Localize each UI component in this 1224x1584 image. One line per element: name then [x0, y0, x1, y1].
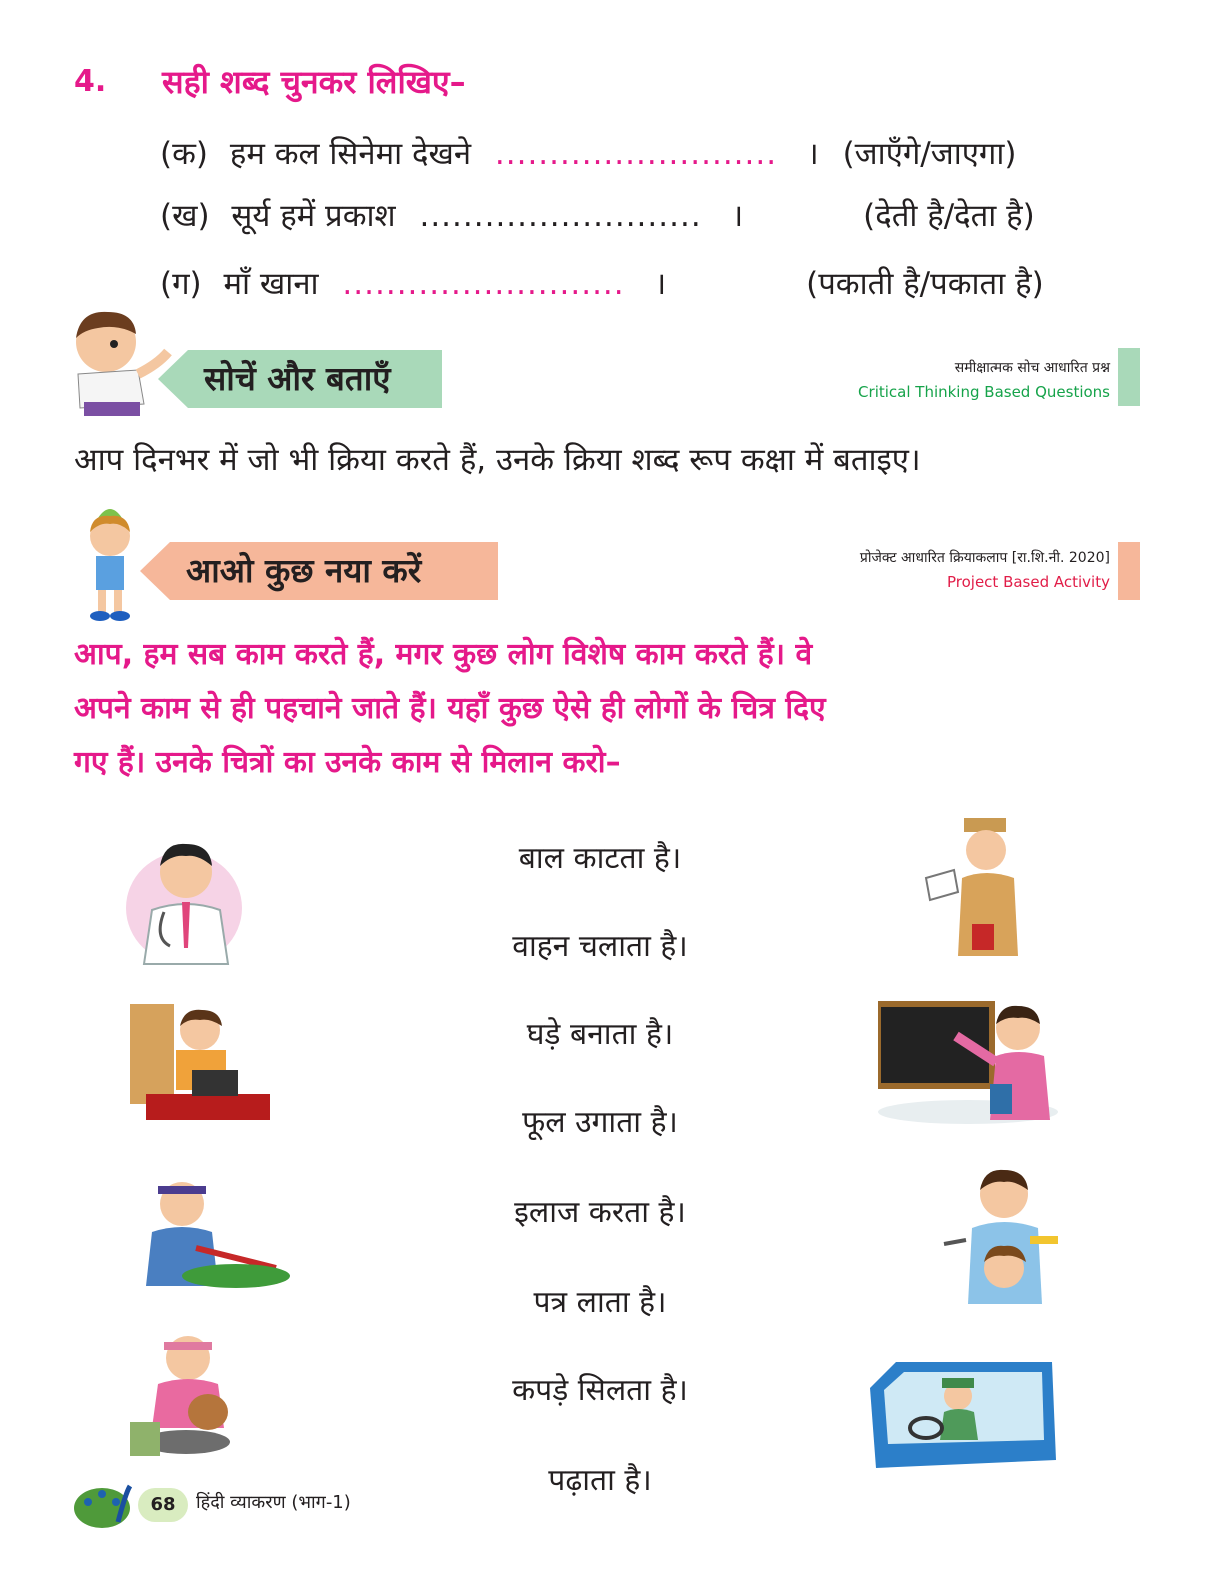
barber-illustration[interactable] [942, 1164, 1062, 1304]
banner-arrow [140, 542, 170, 600]
project-banner-title: आओ कुछ नया करें [170, 542, 498, 600]
row-options: (पकाती है/पकाता है) [806, 266, 1044, 302]
row-end: । [654, 266, 667, 302]
think-question: आप दिनभर में जो भी क्रिया करते हैं, उनके क्रिया शब्द रूप कक्षा में बताइए। [74, 442, 921, 478]
phrase-item[interactable]: फूल उगाता है। [522, 1105, 678, 1140]
phrase-item[interactable]: इलाज करता है। [514, 1195, 686, 1230]
project-side-bar [1118, 542, 1140, 600]
phrase-item[interactable]: पत्र लाता है। [533, 1285, 667, 1320]
doll-illustration [72, 502, 148, 622]
row-end: । [731, 198, 744, 234]
peacock-icon [72, 1478, 134, 1530]
instruction-line: आप, हम सब काम करते हैं, मगर कुछ लोग विशेष काम करते हैं। वे [74, 637, 813, 672]
think-label-english: Critical Thinking Based Questions [858, 383, 1110, 401]
fill-row-ga [160, 262, 1044, 304]
doctor-illustration[interactable] [124, 828, 246, 966]
project-label-hindi: प्रोजेक्ट आधारित क्रियाकलाप [रा.शि.नी. 2020] [859, 550, 1110, 566]
book-title: हिंदी व्याकरण (भाग-1) [196, 1492, 351, 1513]
driver-illustration[interactable] [866, 1356, 1058, 1472]
think-side-bar [1118, 348, 1140, 406]
phrase-item[interactable]: वाहन चलाता है। [512, 929, 688, 964]
think-banner-title: सोचें और बताएँ [188, 350, 442, 408]
phrase-item[interactable]: बाल काटता है। [518, 841, 682, 876]
potter-illustration[interactable] [126, 1332, 252, 1462]
row-label: (ग) [160, 266, 202, 302]
row-options: (जाएँगे/जाएगा) [842, 136, 1017, 172]
project-side-label [860, 548, 1110, 591]
row-end: । [806, 136, 819, 172]
page-number: 68 [138, 1488, 188, 1522]
row-label: (क) [160, 136, 208, 172]
teacher-illustration[interactable] [878, 1000, 1058, 1126]
row-text: माँ खाना [223, 266, 319, 302]
think-side-label [858, 358, 1110, 401]
tailor-illustration[interactable] [130, 1004, 272, 1122]
gardener-illustration[interactable] [126, 1176, 290, 1288]
row-text: हम कल सिनेमा देखने [229, 136, 472, 172]
banner-arrow [158, 350, 188, 408]
blank-line[interactable]: .......................... [342, 266, 625, 302]
project-label-english: Project Based Activity [946, 573, 1110, 591]
project-banner [140, 542, 498, 600]
instruction-line: गए हैं। उनके चित्रों का उनके काम से मिलान करो– [74, 745, 621, 780]
instruction-line: अपने काम से ही पहचाने जाते हैं। यहाँ कुछ ऐसे ही लोगों के चित्र दिए [74, 691, 826, 726]
row-text: सूर्य हमें प्रकाश [231, 198, 396, 234]
blank-line[interactable]: .......................... [419, 198, 702, 234]
postman-illustration[interactable] [924, 816, 1034, 958]
phrase-item[interactable]: कपड़े सिलता है। [512, 1373, 688, 1408]
row-options: (देती है/देता है) [863, 198, 1035, 234]
think-label-hindi: समीक्षात्मक सोच आधारित प्रश्न [954, 360, 1110, 376]
phrase-item[interactable]: पढ़ाता है। [548, 1463, 652, 1498]
phrase-item[interactable]: घड़े बनाता है। [526, 1017, 674, 1052]
fill-row-kha [160, 194, 1035, 236]
blank-line[interactable]: .......................... [494, 136, 778, 172]
fill-row-ka [160, 132, 1017, 174]
row-label: (ख) [160, 198, 210, 234]
project-instruction [74, 628, 1134, 790]
question-number: 4. [74, 64, 107, 99]
think-banner [158, 350, 442, 408]
question-title: सही शब्द चुनकर लिखिए– [162, 63, 466, 101]
